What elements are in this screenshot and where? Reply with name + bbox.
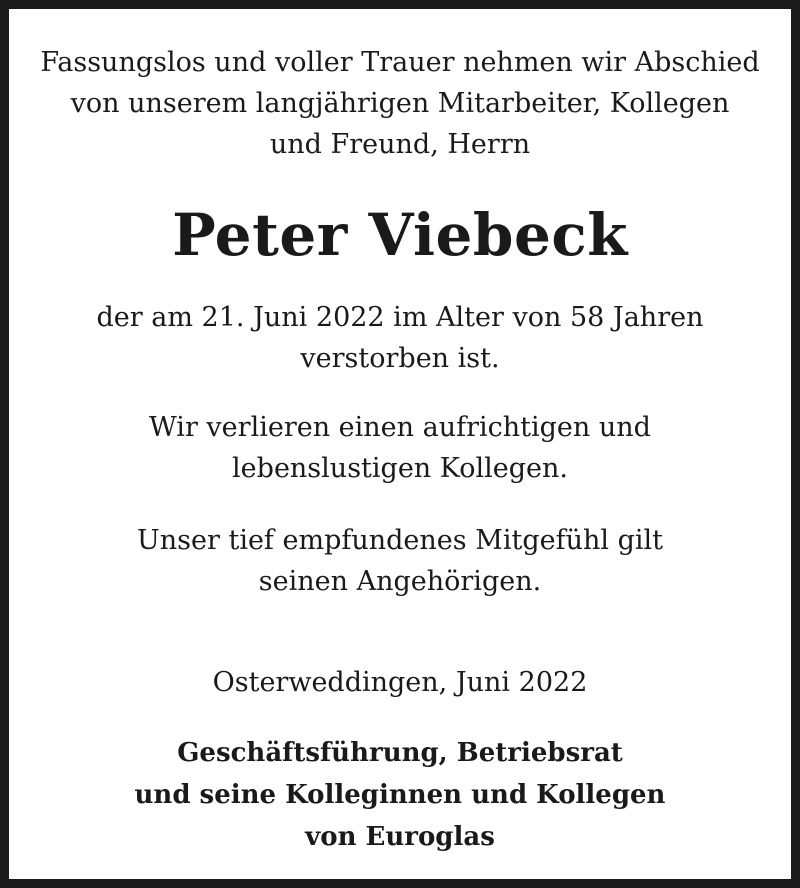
sympathy-text <box>9 520 791 602</box>
sympathy-line: seinen Angehörigen. <box>258 566 542 597</box>
intro-line: und Freund, Herrn <box>269 129 531 160</box>
tribute-text <box>9 407 791 489</box>
signature-line: Geschäftsführung, Betriebsrat <box>177 738 623 768</box>
death-line: verstorben ist. <box>300 343 500 374</box>
intro-line: Fassungslos und voller Trauer nehmen wir Abschied <box>40 47 760 78</box>
intro-text <box>9 42 791 165</box>
death-line: der am 21. Juni 2022 im Alter von 58 Jahren <box>96 302 704 333</box>
tribute-line: Wir verlieren einen aufrichtigen und <box>149 412 651 443</box>
signature-line: von Euroglas <box>305 822 495 852</box>
place-date: Osterweddingen, Juni 2022 <box>212 667 588 698</box>
tribute-line: lebenslustigen Kollegen. <box>232 453 568 484</box>
intro-line: von unserem langjährigen Mitarbeiter, Kollegen <box>70 88 730 119</box>
death-details <box>9 297 791 379</box>
sympathy-line: Unser tief empfundenes Mitgefühl gilt <box>137 525 663 556</box>
signature-block <box>9 732 791 858</box>
signature-line: und seine Kolleginnen und Kollegen <box>134 780 666 810</box>
deceased-name: Peter Viebeck <box>172 201 628 269</box>
